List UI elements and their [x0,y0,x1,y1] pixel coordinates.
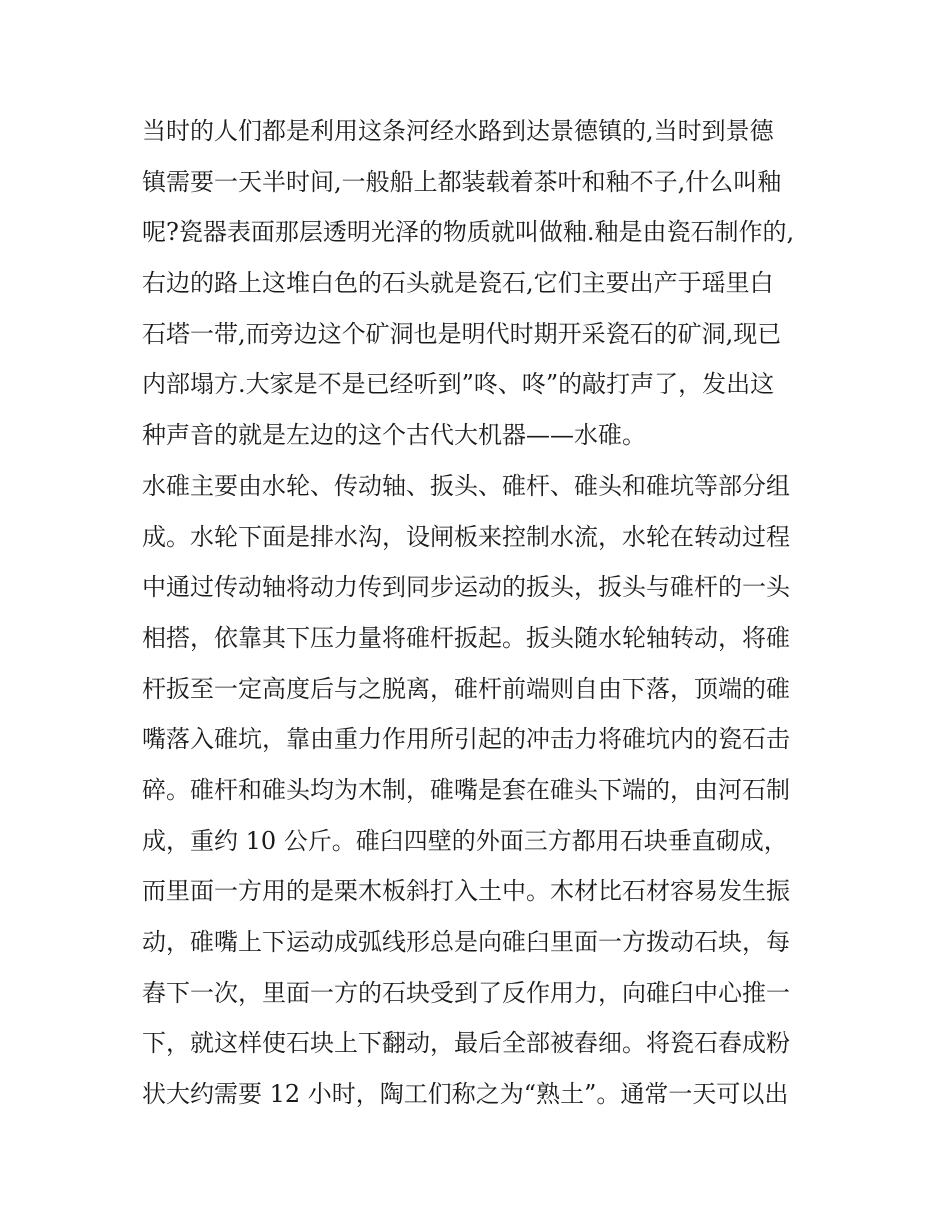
text-line-5: 石塔一带,而旁边这个矿洞也是明代时期开采瓷石的矿洞,现已 [142,319,782,348]
text-line-6: 内部塌方.大家是不是已经听到”咚、咚”的敲打声了，发出这 [142,370,775,399]
text-line-3: 呢?瓷器表面那层透明光泽的物质就叫做釉.釉是由瓷石制作的, [142,218,795,247]
text-line-15: 成，重约 10 公斤。碓臼四壁的外面三方都用石块垂直砌成， [142,826,788,855]
body-text [142,106,822,1120]
text-line-12: 杆扳至一定高度后与之脱离，碓杆前端则自由下落，顶端的碓 [142,674,790,703]
text-line-18: 舂下一次，里面一方的石块受到了反作用力，向碓臼中心推一 [142,978,790,1007]
text-line-9: 成。水轮下面是排水沟，设闸板来控制水流，水轮在转动过程 [142,522,790,551]
text-line-11: 相搭，依靠其下压力量将碓杆扳起。扳头随水轮轴转动，将碓 [142,623,790,652]
text-line-8: 水碓主要由水轮、传动轴、扳头、碓杆、碓头和碓坑等部分组 [142,471,790,500]
text-line-7: 种声音的就是左边的这个古代大机器——水碓。 [142,421,646,450]
text-line-19: 下，就这样使石块上下翻动，最后全部被舂细。将瓷石舂成粉 [142,1029,790,1058]
text-line-20: 状大约需要 12 小时，陶工们称之为“熟土”。通常一天可以出 [142,1080,789,1109]
text-line-10: 中通过传动轴将动力传到同步运动的扳头，扳头与碓杆的一头 [142,573,790,602]
text-line-1: 当时的人们都是利用这条河经水路到达景德镇的,当时到景德 [142,117,774,145]
text-line-4: 右边的路上这堆白色的石头就是瓷石,它们主要出产于瑶里白 [142,269,774,298]
text-line-17: 动，碓嘴上下运动成弧线形总是向碓臼里面一方拨动石块，每 [142,928,790,956]
text-line-2: 镇需要一天半时间,一般船上都装载着茶叶和釉不子,什么叫釉 [142,167,782,196]
text-line-14: 碎。碓杆和碓头均为木制，碓嘴是套在碓头下端的，由河石制 [142,775,790,804]
text-line-13: 嘴落入碓坑，靠由重力作用所引起的冲击力将碓坑内的瓷石击 [142,725,790,754]
text-line-16: 而里面一方用的是栗木板斜打入土中。木材比石材容易发生振 [142,877,790,906]
